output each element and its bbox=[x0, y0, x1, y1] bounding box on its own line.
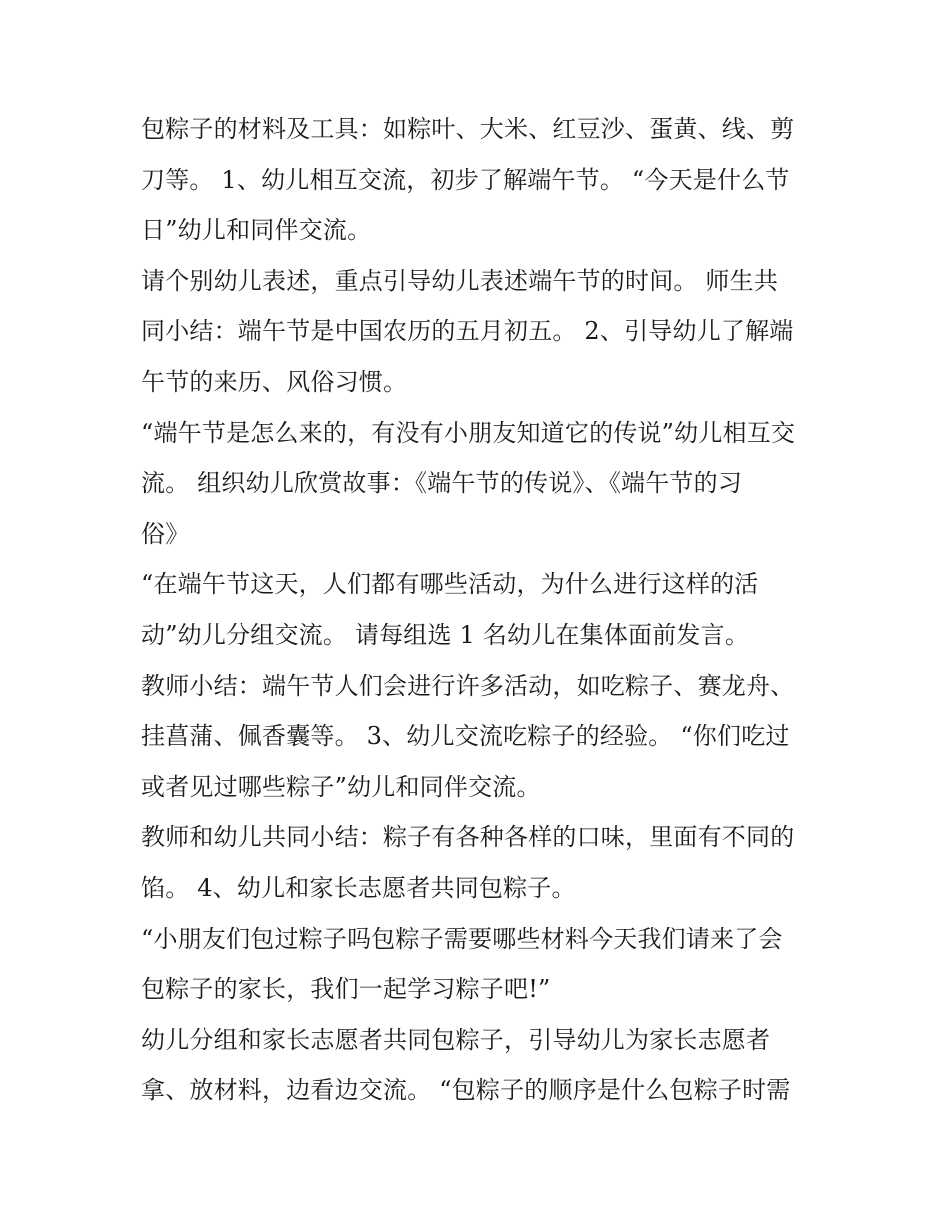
text-line: 教师和幼儿共同小结：粽子有各种各样的口味，里面有不同的 bbox=[141, 823, 795, 852]
text-line: 动”幼儿分组交流。 请每组选 1 名幼儿在集体面前发言。 bbox=[141, 620, 750, 649]
text-line: 请个别幼儿表述，重点引导幼儿表述端午节的时间。 师生共 bbox=[141, 266, 779, 295]
text-line: 包粽子的家长，我们一起学习粽子吧!” bbox=[141, 975, 551, 1004]
text-line: 俗》 bbox=[141, 519, 190, 548]
text-line: 同小结：端午节是中国农历的五月初五。 2、引导幼儿了解端 bbox=[141, 317, 794, 346]
text-line: 拿、放材料，边看边交流。 “包粽子的顺序是什么包粽子时需 bbox=[141, 1076, 791, 1105]
text-line: 包粽子的材料及工具：如粽叶、大米、红豆沙、蛋黄、线、剪 bbox=[141, 115, 795, 143]
text-line: 午节的来历、风俗习惯。 bbox=[141, 367, 408, 396]
document-body bbox=[141, 104, 821, 1116]
text-line: 教师小结：端午节人们会进行许多活动，如吃粽子、赛龙舟、 bbox=[141, 671, 795, 700]
text-line: “在端午节这天，人们都有哪些活动，为什么进行这样的活 bbox=[141, 570, 759, 599]
text-line: 或者见过哪些粽子”幼儿和同伴交流。 bbox=[141, 772, 541, 801]
text-line: “端午节是怎么来的，有没有小朋友知道它的传说”幼儿相互交 bbox=[141, 418, 796, 447]
text-line: 日”幼儿和同伴交流。 bbox=[141, 216, 372, 245]
text-line: 流。 组织幼儿欣赏故事：《端午节的传说》、《端午节的习 bbox=[141, 469, 743, 498]
text-line: 挂菖蒲、佩香囊等。 3、幼儿交流吃粽子的经验。 “你们吃过 bbox=[141, 722, 790, 751]
text-line: 幼儿分组和家长志愿者共同包粽子，引导幼儿为家长志愿者 bbox=[141, 1025, 771, 1054]
text-line: “小朋友们包过粽子吗包粽子需要哪些材料今天我们请来了会 bbox=[141, 924, 783, 953]
text-line: 馅。 4、幼儿和家长志愿者共同包粽子。 bbox=[141, 873, 576, 902]
text-line: 刀等。 1、幼儿相互交流，初步了解端午节。 “今天是什么节 bbox=[141, 165, 790, 194]
